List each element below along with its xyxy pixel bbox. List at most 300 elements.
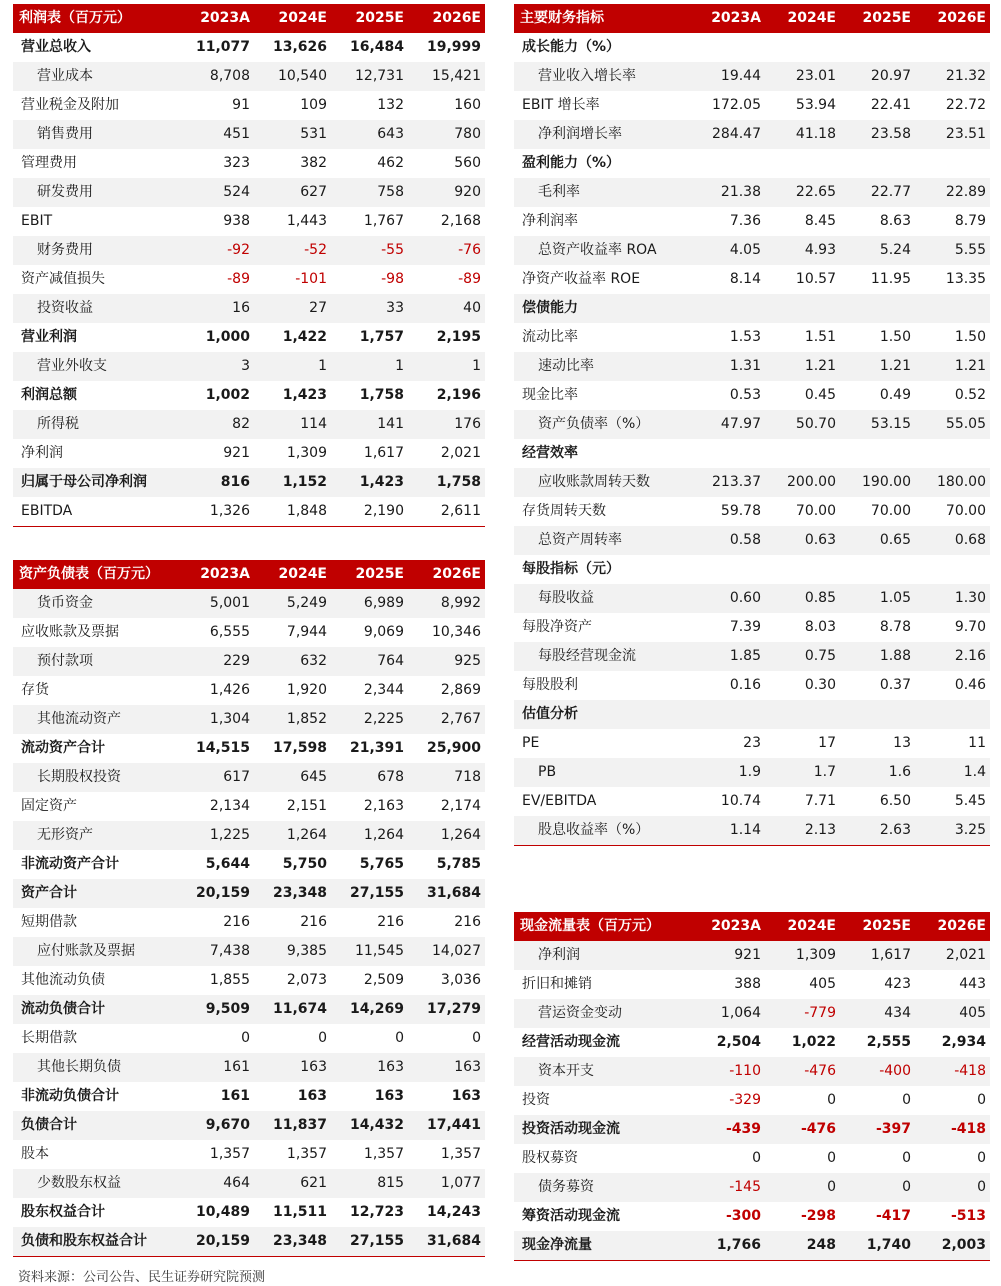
cell-value: 1.53	[690, 323, 765, 352]
cell-value: 0	[840, 1144, 915, 1173]
row-label: 净资产收益率 ROE	[514, 265, 690, 294]
cell-value	[840, 700, 915, 729]
row-label: 长期借款	[13, 1024, 177, 1053]
row-label: 长期股权投资	[13, 763, 177, 792]
row-label: 股东权益合计	[13, 1198, 177, 1227]
cell-value: 2,196	[408, 381, 485, 410]
cell-value: 780	[408, 120, 485, 149]
cell-value: 617	[177, 763, 254, 792]
cell-value: 1.9	[690, 758, 765, 787]
cell-value: 20,159	[177, 1227, 254, 1257]
cell-value: 27,155	[331, 879, 408, 908]
cell-value: -418	[915, 1057, 990, 1086]
cell-value: 627	[254, 178, 331, 207]
row-label: 折旧和摊销	[514, 970, 690, 999]
table-row	[514, 497, 990, 526]
table-row	[13, 676, 485, 705]
cell-value	[840, 33, 915, 62]
table-row	[13, 1111, 485, 1140]
cell-value: 3,036	[408, 966, 485, 995]
cell-value	[690, 294, 765, 323]
cell-value: 5,249	[254, 589, 331, 618]
table-row	[13, 1198, 485, 1227]
table-row	[514, 149, 990, 178]
cell-value: 21,391	[331, 734, 408, 763]
cell-value: 0.63	[765, 526, 840, 555]
cell-value: -52	[254, 236, 331, 265]
row-label: 营业税金及附加	[13, 91, 177, 120]
cell-value: 70.00	[915, 497, 990, 526]
row-label: 少数股东权益	[13, 1169, 177, 1198]
cell-value: 1,077	[408, 1169, 485, 1198]
row-label: 毛利率	[514, 178, 690, 207]
cell-value: 33	[331, 294, 408, 323]
cell-value: 1.21	[915, 352, 990, 381]
cell-value: 163	[254, 1053, 331, 1082]
cell-value: 22.89	[915, 178, 990, 207]
cell-value: 7.71	[765, 787, 840, 816]
cell-value	[765, 33, 840, 62]
row-label: 研发费用	[13, 178, 177, 207]
cell-value	[840, 149, 915, 178]
table-row	[514, 323, 990, 352]
row-label: 存货	[13, 676, 177, 705]
table-title: 现金流量表（百万元）	[514, 912, 690, 941]
row-label: 负债和股东权益合计	[13, 1227, 177, 1257]
cell-value: 1,304	[177, 705, 254, 734]
cell-value: 6,989	[331, 589, 408, 618]
cell-value: 70.00	[765, 497, 840, 526]
row-label: 资产减值损失	[13, 265, 177, 294]
row-label: 归属于母公司净利润	[13, 468, 177, 497]
cell-value: 678	[331, 763, 408, 792]
cell-value: 1.6	[840, 758, 915, 787]
year-header: 2024E	[765, 4, 840, 33]
row-label: 速动比率	[514, 352, 690, 381]
cell-value: 22.77	[840, 178, 915, 207]
cell-value: 925	[408, 647, 485, 676]
cell-value: 8.78	[840, 613, 915, 642]
cell-value: 531	[254, 120, 331, 149]
cell-value: 4.05	[690, 236, 765, 265]
table-row	[13, 352, 485, 381]
cell-value: -476	[765, 1057, 840, 1086]
cell-value: 7,438	[177, 937, 254, 966]
cell-value: 0	[915, 1144, 990, 1173]
table-row	[514, 584, 990, 613]
table-row	[514, 294, 990, 323]
cell-value: 718	[408, 763, 485, 792]
row-label: 每股指标（元）	[514, 555, 690, 584]
cell-value: -417	[840, 1202, 915, 1231]
year-header: 2025E	[331, 4, 408, 33]
cell-value: 22.72	[915, 91, 990, 120]
cell-value: 11,837	[254, 1111, 331, 1140]
cell-value: 0.45	[765, 381, 840, 410]
cell-value: 434	[840, 999, 915, 1028]
table-row	[514, 816, 990, 846]
cell-value: 1,326	[177, 497, 254, 527]
row-label: 营运资金变动	[514, 999, 690, 1028]
cell-value	[765, 439, 840, 468]
cell-value: 8.03	[765, 613, 840, 642]
cell-value: 632	[254, 647, 331, 676]
row-label: 财务费用	[13, 236, 177, 265]
cell-value: 17,279	[408, 995, 485, 1024]
year-header: 2024E	[254, 4, 331, 33]
cell-value: 2.13	[765, 816, 840, 846]
cell-value: 2,174	[408, 792, 485, 821]
cell-value: 23,348	[254, 879, 331, 908]
cell-value: 13,626	[254, 33, 331, 62]
cell-value: 1	[331, 352, 408, 381]
cell-value: 31,684	[408, 879, 485, 908]
table-row	[13, 1082, 485, 1111]
cell-value: 1,443	[254, 207, 331, 236]
cell-value: -89	[408, 265, 485, 294]
cell-value: 0.68	[915, 526, 990, 555]
cell-value: 2,021	[408, 439, 485, 468]
cell-value: 2,934	[915, 1028, 990, 1057]
cell-value: 17,441	[408, 1111, 485, 1140]
cell-value: 12,723	[331, 1198, 408, 1227]
cell-value: -89	[177, 265, 254, 294]
table-row	[13, 1227, 485, 1257]
cell-value: 15,421	[408, 62, 485, 91]
cell-value: 323	[177, 149, 254, 178]
table-row	[514, 526, 990, 555]
cell-value: 0	[177, 1024, 254, 1053]
cell-value: 6,555	[177, 618, 254, 647]
cell-value	[690, 555, 765, 584]
table-header-row	[13, 4, 485, 33]
cell-value: 0	[331, 1024, 408, 1053]
cell-value: 0	[840, 1086, 915, 1115]
row-label: 投资	[514, 1086, 690, 1115]
cell-value	[915, 700, 990, 729]
table-header-row	[514, 912, 990, 941]
cell-value: 0	[915, 1173, 990, 1202]
table-row	[514, 758, 990, 787]
cell-value: 161	[177, 1082, 254, 1111]
cell-value: 0.65	[840, 526, 915, 555]
table-row	[514, 468, 990, 497]
cell-value: -439	[690, 1115, 765, 1144]
cell-value: -101	[254, 265, 331, 294]
cell-value: 1,309	[254, 439, 331, 468]
cell-value: 31,684	[408, 1227, 485, 1257]
cell-value: 0	[254, 1024, 331, 1053]
cell-value: 7.39	[690, 613, 765, 642]
cell-value	[840, 294, 915, 323]
cell-value: 23.51	[915, 120, 990, 149]
cell-value: 50.70	[765, 410, 840, 439]
cell-value: 41.18	[765, 120, 840, 149]
table-row	[13, 821, 485, 850]
cell-value: 1,740	[840, 1231, 915, 1261]
row-label: PE	[514, 729, 690, 758]
cell-value: 132	[331, 91, 408, 120]
key-ratios-table	[514, 4, 990, 846]
cell-value: -92	[177, 236, 254, 265]
table-row	[13, 236, 485, 265]
cell-value: 1,152	[254, 468, 331, 497]
cell-value: 0	[765, 1173, 840, 1202]
cell-value: 200.00	[765, 468, 840, 497]
table-row	[514, 787, 990, 816]
cell-value: 938	[177, 207, 254, 236]
table-row	[13, 908, 485, 937]
cell-value: 1,357	[254, 1140, 331, 1169]
cell-value: 1,422	[254, 323, 331, 352]
year-header: 2025E	[840, 4, 915, 33]
cell-value: 5,765	[331, 850, 408, 879]
table-row	[514, 999, 990, 1028]
cell-value: 163	[254, 1082, 331, 1111]
cell-value: -418	[915, 1115, 990, 1144]
cell-value: 216	[177, 908, 254, 937]
table-row	[13, 879, 485, 908]
cell-value	[765, 700, 840, 729]
cell-value: 1,264	[408, 821, 485, 850]
cell-value: 5,785	[408, 850, 485, 879]
cell-value	[915, 33, 990, 62]
cell-value: -400	[840, 1057, 915, 1086]
cell-value: 53.15	[840, 410, 915, 439]
cell-value: 2,225	[331, 705, 408, 734]
cell-value	[915, 294, 990, 323]
source-note: 资料来源：公司公告、民生证券研究院预测	[18, 1270, 266, 1285]
cell-value: 0.60	[690, 584, 765, 613]
cell-value: 0.46	[915, 671, 990, 700]
cell-value: 1	[254, 352, 331, 381]
cell-value: 10,489	[177, 1198, 254, 1227]
table-title: 主要财务指标	[514, 4, 690, 33]
cell-value: 2,151	[254, 792, 331, 821]
table-row	[13, 468, 485, 497]
cell-value: 8.79	[915, 207, 990, 236]
cell-value: 1,264	[254, 821, 331, 850]
row-label: EBIT 增长率	[514, 91, 690, 120]
cell-value: 1,264	[331, 821, 408, 850]
table-row	[514, 439, 990, 468]
cell-value: 451	[177, 120, 254, 149]
row-label: 每股收益	[514, 584, 690, 613]
cell-value: 3.25	[915, 816, 990, 846]
cell-value: -397	[840, 1115, 915, 1144]
cell-value: 2,021	[915, 941, 990, 970]
cell-value: 22.65	[765, 178, 840, 207]
cell-value: 23.58	[840, 120, 915, 149]
row-label: 经营活动现金流	[514, 1028, 690, 1057]
cell-value: 27,155	[331, 1227, 408, 1257]
table-row	[13, 589, 485, 618]
cell-value: 2,509	[331, 966, 408, 995]
cell-value: 114	[254, 410, 331, 439]
cell-value: 1,767	[331, 207, 408, 236]
cell-value: 0.30	[765, 671, 840, 700]
cell-value	[840, 439, 915, 468]
cell-value: 8.14	[690, 265, 765, 294]
cell-value: 645	[254, 763, 331, 792]
cell-value: 1,064	[690, 999, 765, 1028]
cell-value: 2,611	[408, 497, 485, 527]
cell-value: 284.47	[690, 120, 765, 149]
row-label: 营业总收入	[13, 33, 177, 62]
cell-value	[690, 700, 765, 729]
cell-value: 161	[177, 1053, 254, 1082]
row-label: 利润总额	[13, 381, 177, 410]
table-row	[514, 642, 990, 671]
cell-value: 213.37	[690, 468, 765, 497]
cell-value: -779	[765, 999, 840, 1028]
cell-value: 5,001	[177, 589, 254, 618]
cell-value: 59.78	[690, 497, 765, 526]
cell-value: 163	[331, 1082, 408, 1111]
table-row	[13, 1169, 485, 1198]
cell-value: 1.88	[840, 642, 915, 671]
table-title: 利润表（百万元）	[13, 4, 177, 33]
table-row	[13, 734, 485, 763]
table-row	[514, 671, 990, 700]
cell-value: 1,617	[840, 941, 915, 970]
cell-value: 216	[331, 908, 408, 937]
cell-value: 19,999	[408, 33, 485, 62]
row-label: 现金净流量	[514, 1231, 690, 1261]
cell-value: 9.70	[915, 613, 990, 642]
year-header: 2023A	[690, 912, 765, 941]
cell-value: 7,944	[254, 618, 331, 647]
cell-value: 1,357	[331, 1140, 408, 1169]
cell-value: 816	[177, 468, 254, 497]
table-row	[13, 497, 485, 527]
cell-value: 4.93	[765, 236, 840, 265]
cell-value: 0.85	[765, 584, 840, 613]
cell-value: 109	[254, 91, 331, 120]
row-label: 营业收入增长率	[514, 62, 690, 91]
row-label: 存货周转天数	[514, 497, 690, 526]
cell-value: 1,855	[177, 966, 254, 995]
year-header: 2026E	[408, 4, 485, 33]
row-label: 筹资活动现金流	[514, 1202, 690, 1231]
cell-value: 1,757	[331, 323, 408, 352]
cell-value: 16	[177, 294, 254, 323]
cell-value: 7.36	[690, 207, 765, 236]
cell-value: 17,598	[254, 734, 331, 763]
table-row	[514, 729, 990, 758]
cell-value: 0	[408, 1024, 485, 1053]
cell-value: 1,852	[254, 705, 331, 734]
cell-value: 27	[254, 294, 331, 323]
cell-value: 621	[254, 1169, 331, 1198]
cell-value: -98	[331, 265, 408, 294]
cell-value: 190.00	[840, 468, 915, 497]
year-header: 2026E	[408, 560, 485, 589]
cell-value: 9,509	[177, 995, 254, 1024]
cell-value: 55.05	[915, 410, 990, 439]
cell-value: 172.05	[690, 91, 765, 120]
cell-value: 11,077	[177, 33, 254, 62]
table-row	[13, 265, 485, 294]
cell-value: 1,426	[177, 676, 254, 705]
cell-value: 0.49	[840, 381, 915, 410]
cell-value: 9,385	[254, 937, 331, 966]
cell-value: 2,344	[331, 676, 408, 705]
row-label: EBITDA	[13, 497, 177, 527]
table-row	[514, 33, 990, 62]
row-label: 非流动负债合计	[13, 1082, 177, 1111]
row-label: 投资活动现金流	[514, 1115, 690, 1144]
row-label: 债务募资	[514, 1173, 690, 1202]
row-label: 营业外收支	[13, 352, 177, 381]
cell-value	[915, 149, 990, 178]
cell-value: 2,134	[177, 792, 254, 821]
cashflow-table	[514, 912, 990, 1261]
cell-value: 22.41	[840, 91, 915, 120]
cell-value: 2,190	[331, 497, 408, 527]
row-label: 固定资产	[13, 792, 177, 821]
table-row	[13, 91, 485, 120]
table-row	[13, 763, 485, 792]
cell-value: 14,515	[177, 734, 254, 763]
cell-value: 0.58	[690, 526, 765, 555]
cell-value: 1.50	[840, 323, 915, 352]
cell-value: 1.05	[840, 584, 915, 613]
cell-value: 11,511	[254, 1198, 331, 1227]
cell-value: 382	[254, 149, 331, 178]
row-label: 净利润	[514, 941, 690, 970]
cell-value: 82	[177, 410, 254, 439]
row-label: 货币资金	[13, 589, 177, 618]
cell-value: 1,758	[408, 468, 485, 497]
cell-value: 921	[177, 439, 254, 468]
cell-value: 160	[408, 91, 485, 120]
table-row	[514, 700, 990, 729]
table-row	[514, 62, 990, 91]
cell-value: -298	[765, 1202, 840, 1231]
cell-value: 2,869	[408, 676, 485, 705]
cell-value: 5.24	[840, 236, 915, 265]
row-label: 其他流动负债	[13, 966, 177, 995]
row-label: 总资产收益率 ROA	[514, 236, 690, 265]
cell-value	[915, 439, 990, 468]
cell-value: 1.85	[690, 642, 765, 671]
table-row	[13, 178, 485, 207]
cell-value: 423	[840, 970, 915, 999]
cell-value: 5.55	[915, 236, 990, 265]
cell-value: 216	[408, 908, 485, 937]
cell-value: 388	[690, 970, 765, 999]
cell-value: 163	[408, 1082, 485, 1111]
year-header: 2023A	[690, 4, 765, 33]
cell-value: -55	[331, 236, 408, 265]
cell-value: 1,920	[254, 676, 331, 705]
table-row	[13, 792, 485, 821]
cell-value: 11	[915, 729, 990, 758]
year-header: 2025E	[331, 560, 408, 589]
table-row	[514, 1173, 990, 1202]
cell-value: 70.00	[840, 497, 915, 526]
table-row	[514, 1086, 990, 1115]
row-label: 所得税	[13, 410, 177, 439]
cell-value: -145	[690, 1173, 765, 1202]
cell-value: 180.00	[915, 468, 990, 497]
table-row	[514, 941, 990, 970]
cell-value: 1.31	[690, 352, 765, 381]
cell-value: 163	[331, 1053, 408, 1082]
cell-value	[690, 439, 765, 468]
table-row	[13, 1053, 485, 1082]
